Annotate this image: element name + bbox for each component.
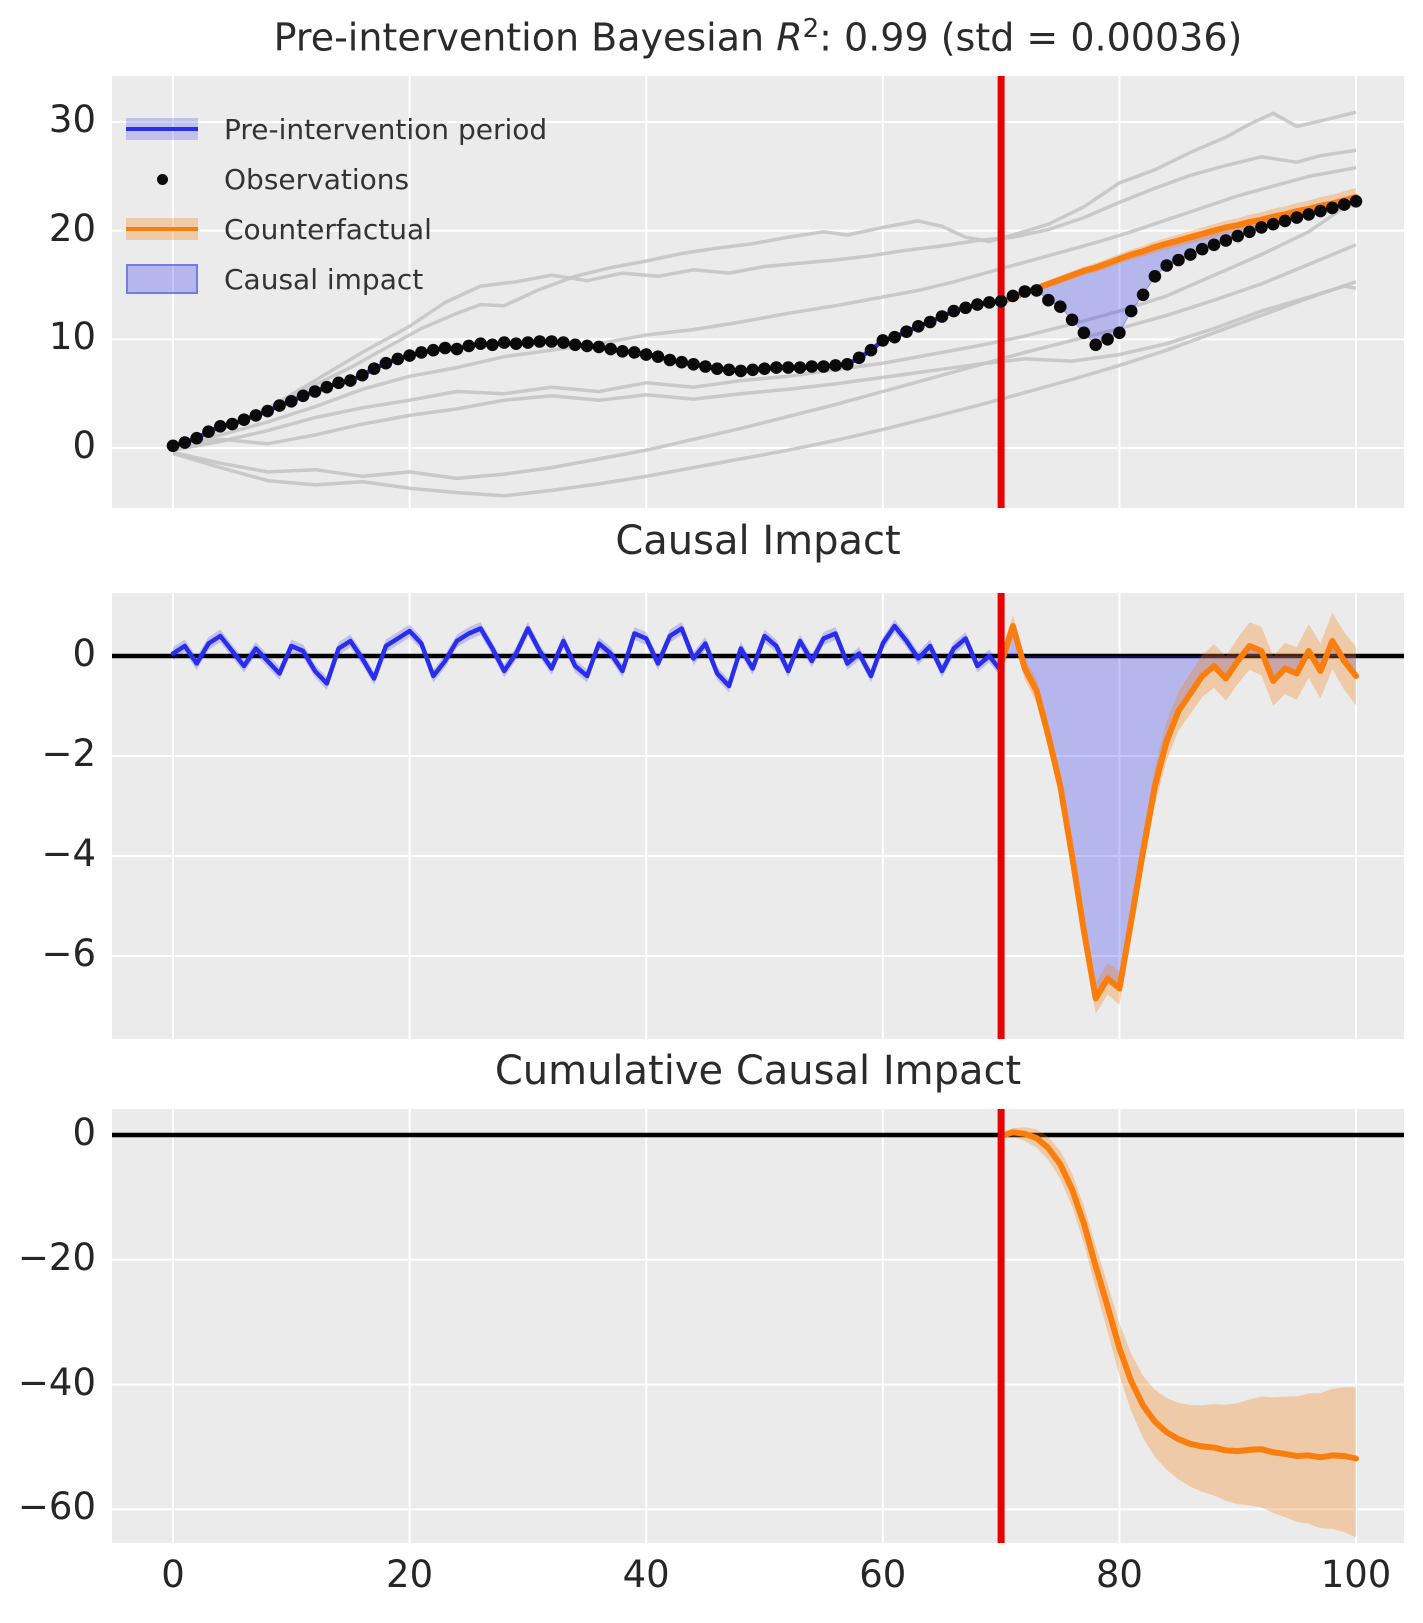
x-axis-tick-label: 60	[859, 1553, 907, 1596]
observation-dot	[1007, 290, 1020, 303]
observation-dot	[865, 344, 878, 357]
observation-dot	[699, 360, 712, 373]
observation-dot	[1113, 327, 1126, 340]
observation-dot	[285, 395, 298, 408]
causal-impact-chart	[112, 593, 1404, 1039]
figure-title-r-symbol: R	[776, 15, 803, 60]
observation-dot	[356, 369, 369, 382]
observation-dot	[746, 364, 759, 377]
observation-dot	[569, 339, 582, 352]
observation-dot	[1019, 285, 1032, 298]
legend-item-pre-intervention	[126, 104, 547, 154]
observation-dot	[1137, 289, 1150, 302]
observation-dot	[179, 436, 192, 449]
observation-dot	[936, 310, 949, 323]
observation-dot	[167, 440, 180, 453]
observation-dot	[924, 316, 937, 329]
y-axis-tick-label: 0	[72, 424, 96, 467]
observation-dot	[427, 344, 440, 357]
observation-dot	[451, 343, 464, 356]
y-axis-tick-label: −4	[41, 832, 96, 875]
observation-dot	[1255, 221, 1268, 234]
observation-dot	[735, 365, 748, 378]
legend-item-observations	[126, 154, 547, 204]
observation-dot	[1291, 211, 1304, 224]
legend-label: Counterfactual	[224, 212, 432, 246]
observation-dot	[983, 296, 996, 309]
legend-label: Observations	[224, 162, 410, 196]
observation-dot	[202, 425, 215, 438]
observation-dot	[344, 374, 357, 387]
observation-dot	[1078, 327, 1091, 340]
observation-dot	[439, 342, 452, 355]
observation-dot	[1160, 259, 1173, 272]
observation-dot	[415, 346, 428, 359]
observation-dot	[545, 335, 558, 348]
y-axis-tick-label: −6	[41, 932, 96, 975]
blue-line-band-swatch-icon	[126, 118, 198, 140]
causal-impact-panel	[112, 593, 1404, 1039]
y-axis-tick-label: −40	[17, 1360, 96, 1404]
observation-dot	[723, 364, 736, 377]
observation-dot	[652, 350, 665, 363]
observation-dot	[214, 420, 227, 433]
observation-dot	[510, 337, 523, 350]
observation-dot	[877, 334, 890, 347]
observation-dot	[533, 335, 546, 348]
figure-title-prefix: Pre-intervention Bayesian	[273, 15, 777, 60]
observation-dot	[1066, 314, 1079, 327]
observation-dot	[1326, 202, 1339, 215]
y-axis-tick-label: 20	[48, 206, 96, 250]
legend	[126, 104, 547, 304]
legend-item-causal-impact	[126, 254, 547, 304]
observation-dot	[463, 340, 476, 353]
observation-dot	[1172, 254, 1185, 267]
observation-dot	[888, 331, 901, 344]
observation-dot	[522, 336, 535, 349]
observation-dot	[593, 341, 606, 354]
causal-impact-panel-title: Causal Impact	[615, 518, 901, 564]
observation-dot	[959, 302, 972, 315]
observation-dot	[273, 399, 286, 412]
figure-title-suffix: : 0.99 (std = 0.00036)	[819, 15, 1243, 60]
y-axis-tick-label: 30	[48, 98, 96, 142]
observation-dot	[1279, 215, 1292, 228]
figure-title	[112, 14, 1404, 60]
observation-dot	[1243, 226, 1256, 239]
observation-dot	[841, 358, 854, 371]
observation-dot	[403, 349, 416, 362]
observation-dot	[995, 295, 1008, 308]
observation-dot	[1054, 300, 1067, 313]
observation-dot	[806, 360, 819, 373]
observation-dot	[1149, 270, 1162, 283]
cumulative-causal-impact-chart	[112, 1109, 1404, 1543]
figure-title-exponent: 2	[802, 14, 820, 44]
observation-dot	[486, 339, 499, 352]
observation-dot	[971, 298, 984, 311]
observation-dot	[853, 352, 866, 365]
observation-dot	[1030, 284, 1043, 297]
observation-dot	[794, 361, 807, 374]
observation-dot	[1267, 218, 1280, 231]
y-axis-tick-label: −2	[41, 732, 96, 775]
observation-dot	[1338, 198, 1351, 211]
observation-dot	[238, 413, 251, 426]
observation-dot	[297, 390, 310, 403]
observation-dot	[1101, 333, 1114, 346]
observation-dot	[474, 337, 487, 350]
observation-dot	[392, 353, 405, 366]
observation-dot	[770, 361, 783, 374]
observation-dot	[640, 348, 653, 361]
legend-label: Causal impact	[224, 262, 424, 296]
observation-dot	[309, 385, 322, 398]
observation-dot	[948, 305, 961, 318]
observation-dot	[604, 343, 617, 356]
observation-dot	[226, 418, 239, 431]
x-axis-tick-label: 40	[622, 1553, 670, 1596]
observation-dot	[1042, 294, 1055, 307]
observation-dot	[380, 357, 393, 370]
observation-dot	[664, 354, 677, 367]
black-dot-swatch-icon	[126, 174, 198, 185]
observation-dot	[1196, 243, 1209, 256]
cumulative-causal-impact-panel-title: Cumulative Causal Impact	[494, 1048, 1022, 1094]
observation-dot	[190, 432, 203, 445]
observation-dot	[1302, 208, 1315, 221]
observation-dot	[782, 361, 795, 374]
observation-dot	[628, 346, 641, 359]
observation-dot	[261, 405, 274, 418]
observation-dot	[581, 340, 594, 353]
observation-dot	[817, 360, 830, 373]
observation-dot	[912, 320, 925, 333]
y-axis-tick-label: 0	[72, 632, 96, 675]
observation-dot	[557, 336, 570, 349]
legend-item-counterfactual	[126, 204, 547, 254]
observation-dot	[1089, 339, 1102, 352]
observation-dot	[332, 377, 345, 390]
observation-dot	[687, 358, 700, 371]
observation-dot	[250, 409, 263, 422]
x-axis-tick-label: 80	[1095, 1553, 1143, 1596]
observation-dot	[900, 325, 913, 338]
x-axis-tick-label: 0	[161, 1553, 185, 1596]
y-axis-tick-label: −20	[17, 1235, 96, 1279]
observation-dot	[321, 381, 334, 394]
observation-dot	[1231, 230, 1244, 243]
legend-label: Pre-intervention period	[224, 112, 548, 146]
observation-dot	[1314, 205, 1327, 218]
observation-dot	[829, 359, 842, 372]
observation-dot	[498, 336, 511, 349]
observation-dot	[758, 362, 771, 375]
observation-dot	[1184, 248, 1197, 261]
blue-fill-swatch-icon	[126, 264, 198, 294]
orange-line-band-swatch-icon	[126, 218, 198, 240]
observation-dot	[1208, 239, 1221, 252]
y-axis-tick-label: 10	[48, 315, 96, 359]
observation-dot	[1125, 305, 1138, 318]
y-axis-tick-label: 0	[72, 1111, 96, 1154]
observation-dot	[368, 362, 381, 375]
y-axis-tick-label: −60	[17, 1485, 96, 1529]
observation-dot	[1350, 195, 1363, 208]
cumulative-causal-impact-panel	[112, 1109, 1404, 1543]
observation-dot	[711, 362, 724, 375]
observation-dot	[675, 356, 688, 369]
x-axis-tick-label: 20	[386, 1553, 434, 1596]
observation-dot	[616, 345, 629, 358]
x-axis-tick-label: 100	[1320, 1553, 1392, 1596]
observation-dot	[1220, 234, 1233, 247]
